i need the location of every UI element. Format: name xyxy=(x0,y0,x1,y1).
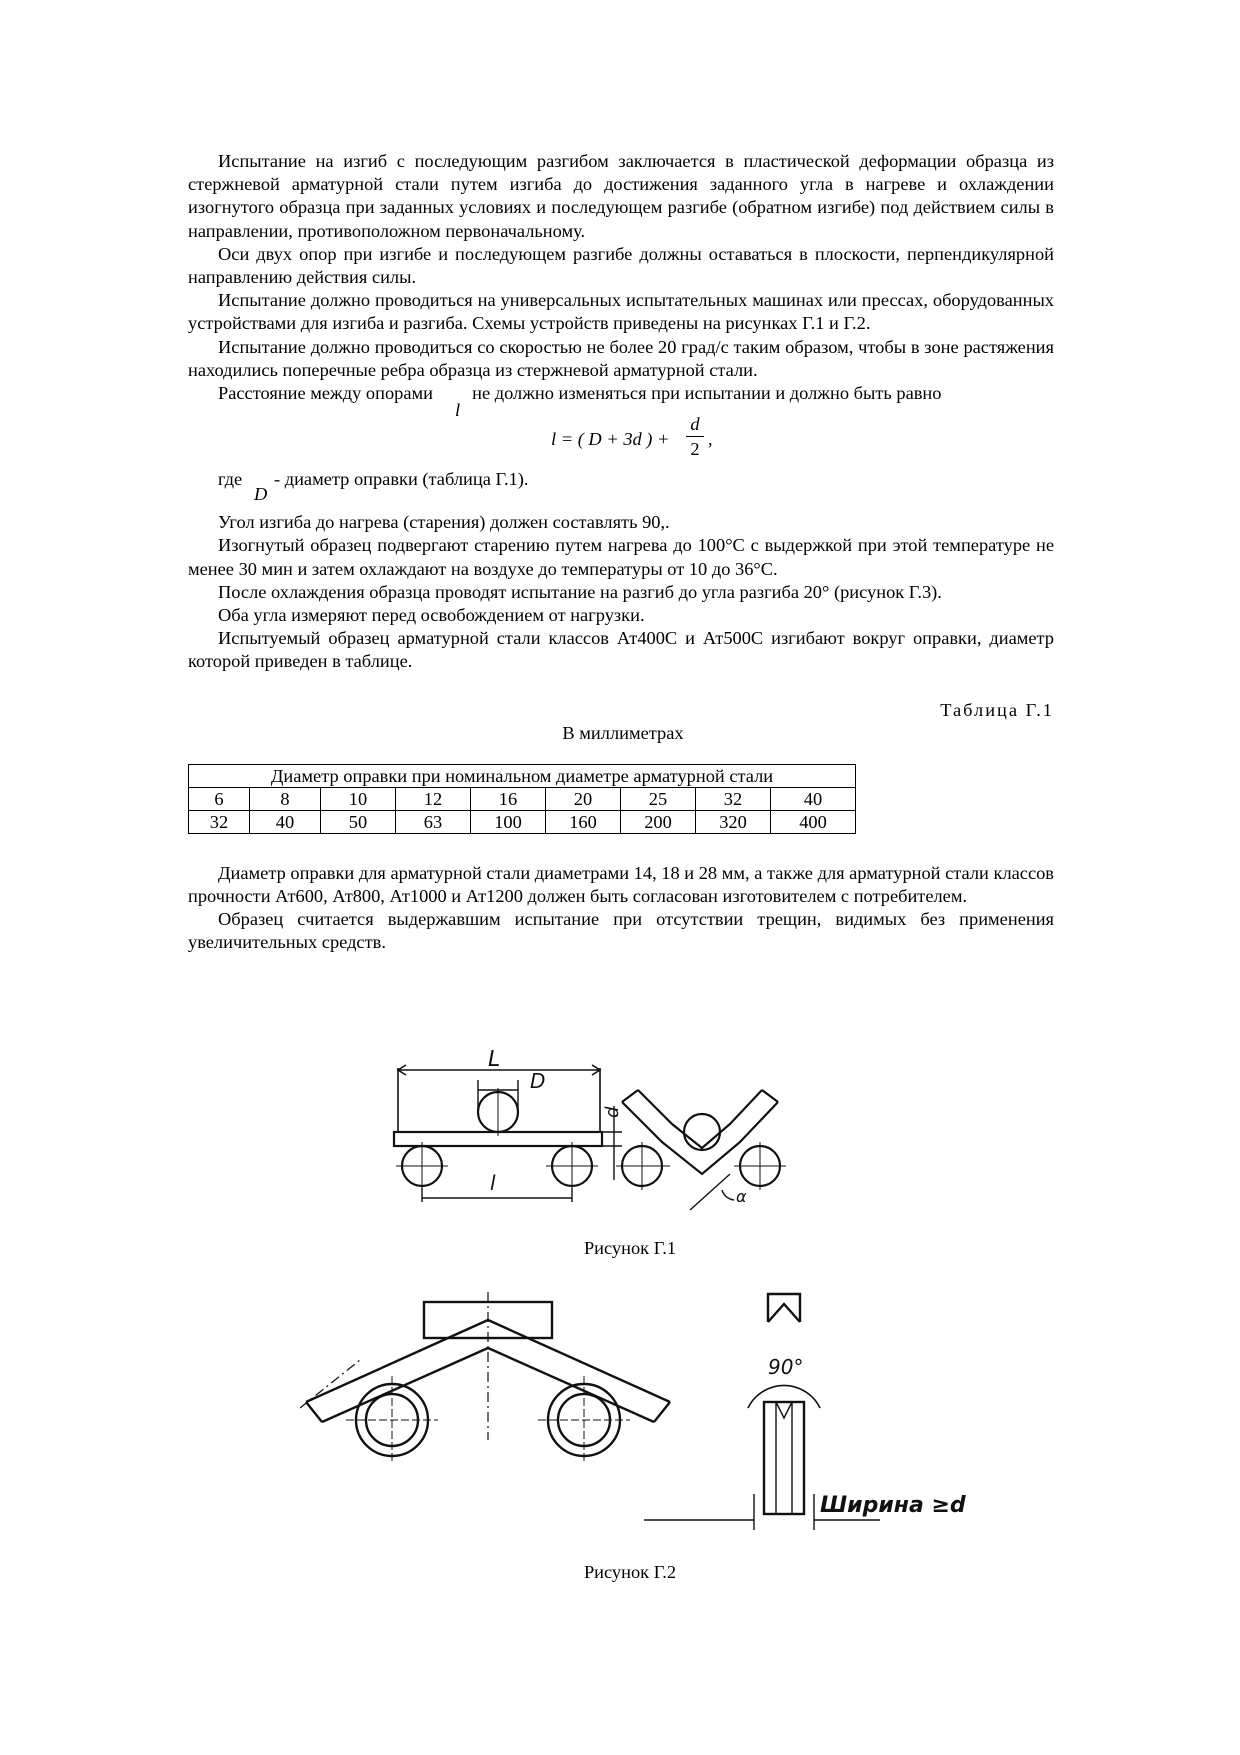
table-header-row xyxy=(189,764,856,787)
paragraph: Испытуемый образец арматурной стали классов Ат400С и Ат500С изгибают вокруг оправки, диаметр которой приведен в таблице. xyxy=(188,628,1054,672)
table-cell: 100 xyxy=(471,810,546,833)
figure-2-drawing xyxy=(300,1290,980,1540)
table-caption: Таблица Г.1 xyxy=(940,699,1054,720)
table-cell: 6 xyxy=(189,787,250,810)
figure-1-caption: Рисунок Г.1 xyxy=(583,1238,677,1258)
paragraph: Изогнутый образец подвергают старению путем нагрева до 100°С с выдержкой при этой температуре не менее 30 мин и затем охлаждают на воздухе до температуры от 10 до 36°С. xyxy=(188,535,1054,579)
label-d: d xyxy=(602,1106,623,1118)
table-cell: 400 xyxy=(771,810,856,833)
table-cell: 200 xyxy=(621,810,696,833)
bending-setup-left xyxy=(394,1050,623,1202)
label-width: Ширина ≥d xyxy=(820,1493,966,1518)
table-cell: 25 xyxy=(621,787,696,810)
table-cell: 32 xyxy=(696,787,771,810)
bending-device xyxy=(300,1292,670,1462)
figure-1-drawing xyxy=(390,1050,910,1250)
formula-numerator: d xyxy=(690,414,700,435)
paragraph: Испытание должно проводиться на универсальных испытательных машинах или прессах, оборудованных устройствами для изгиба и разгиба. Схемы устройств приведены на рисунках Г.1 и Г.2. xyxy=(188,290,1054,334)
table-unit: В миллиметрах xyxy=(562,722,684,743)
text: - диаметр оправки (таблица Г.1). xyxy=(274,469,529,490)
table-cell: 8 xyxy=(250,787,321,810)
formula xyxy=(188,413,1054,467)
table-cell: 40 xyxy=(250,810,321,833)
table-cell: 63 xyxy=(396,810,471,833)
table-cell: 50 xyxy=(321,810,396,833)
table-cell: 16 xyxy=(471,787,546,810)
label-D: D xyxy=(530,1069,546,1093)
paragraph: Оба угла измеряют перед освобождением от нагрузки. xyxy=(218,605,645,626)
paragraph: После охлаждения образца проводят испытание на разгиб до угла разгиба 20° (рисунок Г.3). xyxy=(218,581,942,602)
symbol-l: l xyxy=(455,400,461,421)
fraction-bar xyxy=(686,436,704,437)
table-cell: 320 xyxy=(696,810,771,833)
text: где xyxy=(218,469,243,490)
paragraph: Диаметр оправки для арматурной стали диаметрами 14, 18 и 28 мм, а также для арматурной стали классов прочности Ат600, Ат800, Ат1000 и Ат1200 должен быть согласован изготовителем с потребителем. xyxy=(188,862,1054,906)
figure-2-caption: Рисунок Г.2 xyxy=(583,1562,677,1582)
formula-legend xyxy=(188,467,1054,511)
figure-2 xyxy=(300,1290,980,1540)
formula-fraction xyxy=(686,413,704,460)
paragraph: Испытание должно проводиться со скоростью не более 20 град/с таким образом, чтобы в зоне растяжения находились поперечные ребра образца из стержневой арматурной стали. xyxy=(188,336,1054,380)
label-90deg: 90° xyxy=(768,1355,804,1379)
text: Расстояние между опорами xyxy=(218,383,433,404)
paragraph: Образец считается выдержавшим испытание при отсутствии трещин, видимых без применения увеличительных средств. xyxy=(188,909,1054,953)
table-row xyxy=(189,787,856,810)
specimen-view xyxy=(644,1294,966,1530)
table-cell: 40 xyxy=(771,787,856,810)
label-L: L xyxy=(488,1050,501,1072)
table-row xyxy=(189,810,856,833)
table-cell: 12 xyxy=(396,787,471,810)
formula-lhs: l = ( D + 3d ) + xyxy=(551,429,670,450)
table-cell: 32 xyxy=(189,810,250,833)
formula-denominator: 2 xyxy=(690,439,700,460)
table-cell: 160 xyxy=(546,810,621,833)
symbol-D: D xyxy=(254,484,268,505)
label-l: l xyxy=(490,1171,496,1195)
table-header: Диаметр оправки при номинальном диаметре арматурной стали xyxy=(189,764,856,787)
document-body xyxy=(188,150,1054,954)
paragraph: Угол изгиба до нагрева (старения) должен составлять 90,. xyxy=(218,512,670,533)
label-alpha: α xyxy=(736,1187,747,1206)
mandrel-table xyxy=(188,764,856,834)
bending-setup-right xyxy=(616,1090,786,1210)
paragraph-support-distance xyxy=(188,382,1054,421)
formula-comma: , xyxy=(708,429,713,450)
paragraph: Оси двух опор при изгибе и последующем разгибе должны оставаться в плоскости, перпендикулярной направлению действия силы. xyxy=(188,243,1054,288)
text: не должно изменяться при испытании и должно быть равно xyxy=(472,383,942,404)
table-cell: 10 xyxy=(321,787,396,810)
figure-1 xyxy=(390,1050,910,1250)
paragraph: Испытание на изгиб с последующим разгибом заключается в пластической деформации образца из стержневой арматурной стали путем изгиба до достижения заданного угла в нагреве и охлаждении изогнутого образца при заданных условиях и последующем разгибе (обратном изгибе) под действием силы в направлении, противоположном первоначальному. xyxy=(188,151,1054,241)
table-cell: 20 xyxy=(546,787,621,810)
